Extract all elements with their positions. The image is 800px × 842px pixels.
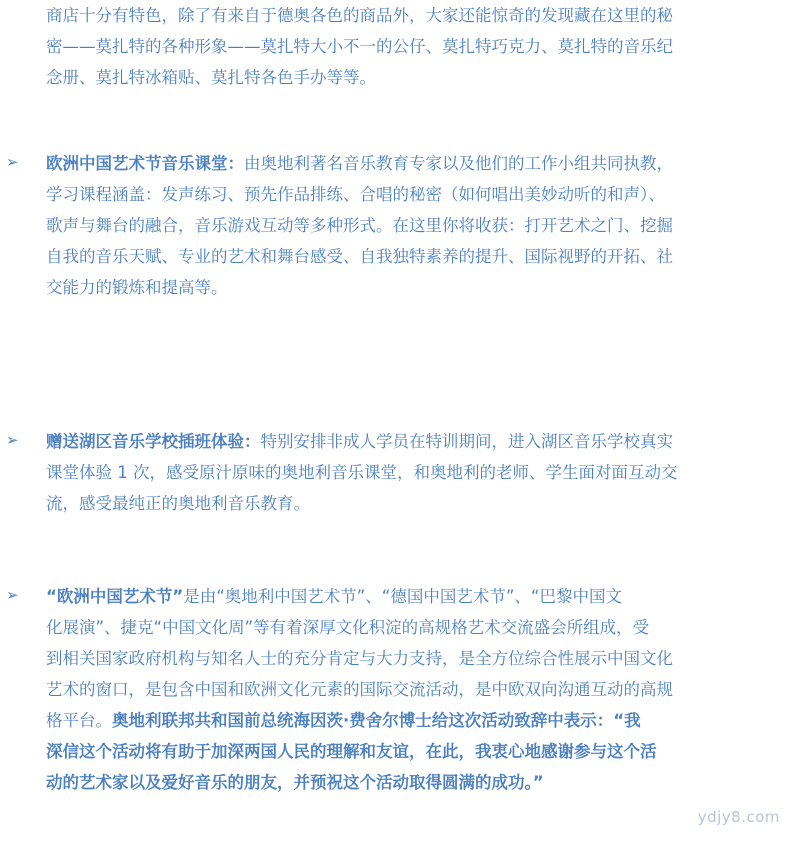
trial-class-line1-text: 特别安排非成人学员在特训期间，进入湖区音乐学校真实 [260, 432, 673, 451]
text-line: 到相关国家政府机构与知名人士的充分肯定与大力支持，是全方位综合性展示中国文化 [46, 649, 673, 668]
music-class-paragraph [46, 148, 794, 303]
text-line: 念册、莫扎特冰箱贴、莫扎特各色手办等等。 [46, 68, 376, 87]
text-line: 艺术的窗口，是包含中国和欧洲文化元素的国际交流活动，是中欧双向沟通互动的高规 [46, 680, 673, 699]
bullet-arrow-icon: ➢ [6, 153, 19, 171]
bullet-arrow-icon: ➢ [6, 586, 19, 604]
text-line: 商店十分有特色，除了有来自于德奥各色的商品外，大家还能惊奇的发现藏在这里的秘 [46, 6, 673, 25]
text-line: 课堂体验 1 次，感受原汁原味的奥地利音乐课堂，和奥地利的老师、学生面对面互动交 [46, 463, 678, 482]
art-festival-paragraph [46, 581, 794, 798]
president-quote-start: 奥地利联邦共和国前总统海因茨·费舍尔博士给这次活动致辞中表示：“我 [112, 711, 641, 730]
text-line: 交能力的锻炼和提高等。 [46, 278, 228, 297]
trial-class-title: 赠送湖区音乐学校插班体验： [46, 432, 261, 451]
music-class-title: 欧洲中国艺术节音乐课堂： [46, 154, 244, 173]
site-watermark: ydjy8.com [697, 808, 780, 826]
trial-class-paragraph [46, 426, 794, 519]
music-class-line1-text: 由奥地利著名音乐教育专家以及他们的工作小组共同执教， [244, 154, 673, 173]
art-festival-title: “欧洲中国艺术节” [46, 587, 184, 606]
text-line [46, 705, 794, 736]
text-line [46, 148, 794, 179]
text-line: 自我的音乐天赋、专业的艺术和舞台感受、自我独特素养的提升、国际视野的开拓、社 [46, 247, 673, 266]
text-line: 学习课程涵盖：发声练习、预先作品排练、合唱的秘密（如何唱出美妙动听的和声）、 [46, 185, 665, 204]
text-line: 歌声与舞台的融合，音乐游戏互动等多种形式。在这里你将收获：打开艺术之门、挖掘 [46, 216, 673, 235]
art-festival-line5-text: 格平台。 [46, 711, 112, 730]
text-line: 化展演”、捷克“中国文化周”等有着深厚文化积淀的高规格艺术交流盛会所组成，受 [46, 618, 650, 637]
intro-paragraph [46, 0, 794, 93]
president-quote-line: 动的艺术家以及爱好音乐的朋友，并预祝这个活动取得圆满的成功。” [46, 773, 544, 792]
art-festival-line1-text: 是由“奥地利中国艺术节”、“德国中国艺术节”、“巴黎中国文 [183, 587, 622, 606]
bullet-arrow-icon: ➢ [6, 431, 19, 449]
text-line [46, 426, 794, 457]
text-line [46, 581, 794, 612]
text-line: 流，感受最纯正的奥地利音乐教育。 [46, 494, 310, 513]
text-line: 密——莫扎特的各种形象——莫扎特大小不一的公仔、莫扎特巧克力、莫扎特的音乐纪 [46, 37, 673, 56]
president-quote-line: 深信这个活动将有助于加深两国人民的理解和友谊，在此，我衷心地感谢参与这个活 [46, 742, 657, 761]
